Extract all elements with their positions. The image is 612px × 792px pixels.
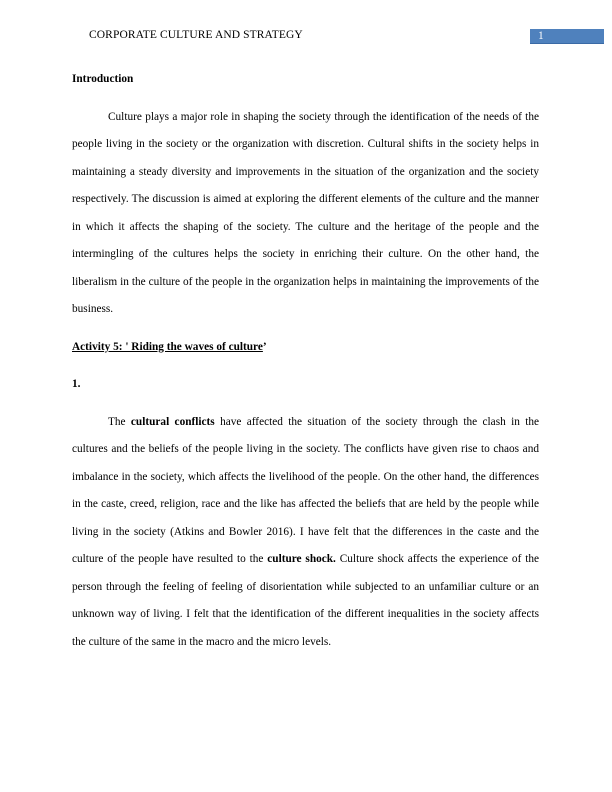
item-number: 1.	[72, 378, 81, 390]
page-number: 1	[538, 30, 544, 42]
introduction-paragraph: Culture plays a major role in shaping the society through the identification of the needs of the people living in the society or the organization with discretion. Cultural shifts in the society helps in maintaining a steady diversity and improvements in the situation of the organization and the society respectively. The discussion is aimed at exploring the different elements of the culture and the manner in which it affects the shaping of the society. The culture and the heritage of the people and the intermingling of the cultures helps the society in enriching their culture. On the other hand, the liberalism in the culture of the people in the organization helps in maintaining the improvements of the business.	[72, 110, 539, 315]
activity-heading-quote: ’	[262, 340, 267, 353]
paragraph-middle: have affected the situation of the society through the clash in the cultures and the beliefs of the people living in the society. The conflicts have given rise to chaos and imbalance in the society, which affects the livelihood of the people. On the other hand, the differences in the caste, creed, religion, race and the like has affected the beliefs that are held by the people while living in the society (Atkins and Bowler 2016). I have felt that the differences in the caste and the culture of the people have resulted to the	[72, 415, 540, 565]
document-body	[72, 66, 539, 656]
running-header-title: CORPORATE CULTURE AND STRATEGY	[89, 29, 303, 41]
paragraph-start: The	[108, 415, 131, 428]
paragraph-end: Culture shock affects the experience of the person through the feeling of feeling of disorientation while subjected to an unfamiliar culture or an unknown way of living. I felt that the identification of the different inequalities in the society affects the culture of the same in the macro and the micro levels.	[72, 553, 539, 648]
page-number-badge	[530, 29, 604, 44]
term-culture-shock: culture shock.	[267, 553, 336, 565]
introduction-heading: Introduction	[72, 73, 134, 85]
activity-heading	[72, 334, 539, 362]
activity-heading-text: Activity 5: ' Riding the waves of culture	[72, 340, 263, 353]
term-cultural-conflicts: cultural conflicts	[130, 415, 215, 428]
activity-paragraph	[72, 409, 539, 657]
